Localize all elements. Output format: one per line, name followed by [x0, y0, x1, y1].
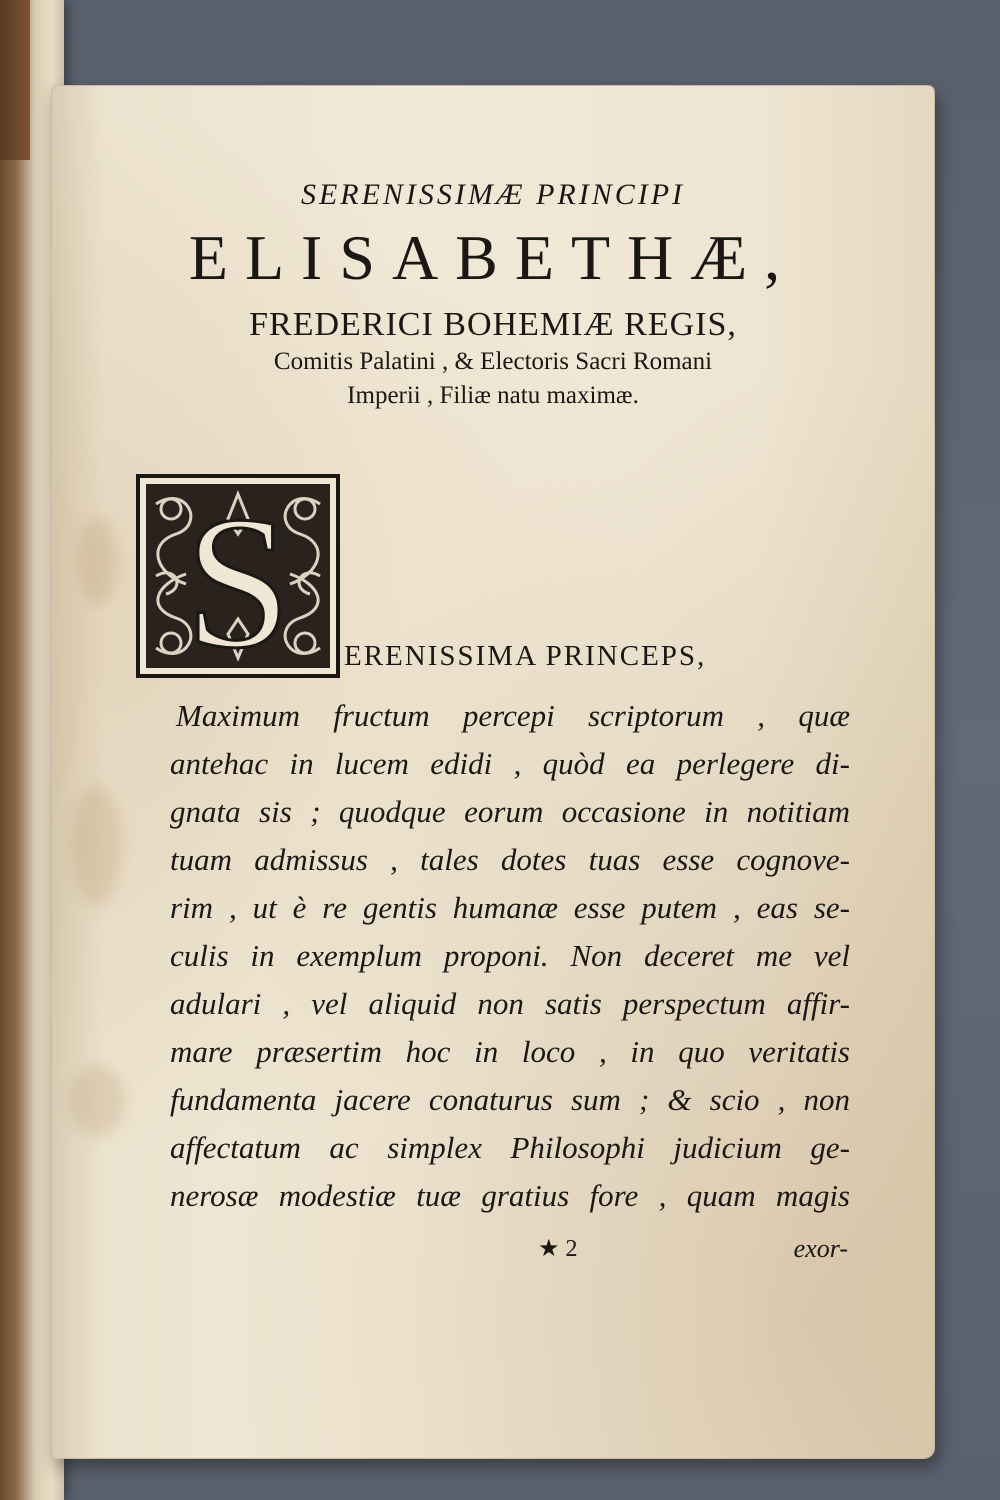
body-line: fundamenta jacere conaturus sum ; & scio , non — [170, 1082, 850, 1117]
body-line: tuam admissus , tales dotes tuas esse cognove- — [170, 842, 850, 877]
dedication-line-3: FREDERICI BOHEMIÆ REGIS, — [249, 306, 737, 343]
dedication-line-5: Imperii , Filiæ natu maximæ. — [347, 382, 639, 409]
body-line: mare præsertim hoc in loco , in quo veritatis — [170, 1034, 850, 1069]
page-text — [52, 86, 934, 1458]
body-line: antehac in lucem edidi , quòd ea perlegere di- — [170, 746, 850, 781]
greeting: ERENISSIMA PRINCEPS, — [344, 640, 707, 672]
leather-binding — [0, 0, 30, 160]
dedication-line-4: Comitis Palatini , & Electoris Sacri Romani — [273, 348, 713, 375]
page-footer — [52, 1234, 934, 1274]
signature-mark: ★ 2 — [538, 1236, 578, 1262]
body-line: adulari , vel aliquid non satis perspectum affir- — [170, 986, 850, 1021]
body-line: gnata sis ; quodque eorum occasione in notitiam — [170, 794, 850, 829]
decorated-initial — [136, 474, 340, 678]
catchword: exor- — [793, 1234, 848, 1263]
body-line: culis in exemplum proponi. Non deceret me vel — [170, 938, 850, 973]
body-line: rim , ut è re gentis humanæ esse putem , eas se- — [170, 890, 850, 925]
body-line: nerosæ modestiæ tuæ gratius fore , quam magis — [170, 1178, 850, 1213]
dedication-name: ELISABETHÆ, — [188, 222, 798, 293]
body-line: affectatum ac simplex Philosophi judicium ge- — [170, 1130, 850, 1165]
body-line: Maximum fructum percepi scriptorum , quæ — [176, 698, 850, 733]
dedication-line-1: SERENISSIMÆ PRINCIPI — [300, 178, 686, 211]
book-page — [52, 86, 934, 1458]
initial-letter: S — [185, 478, 291, 678]
